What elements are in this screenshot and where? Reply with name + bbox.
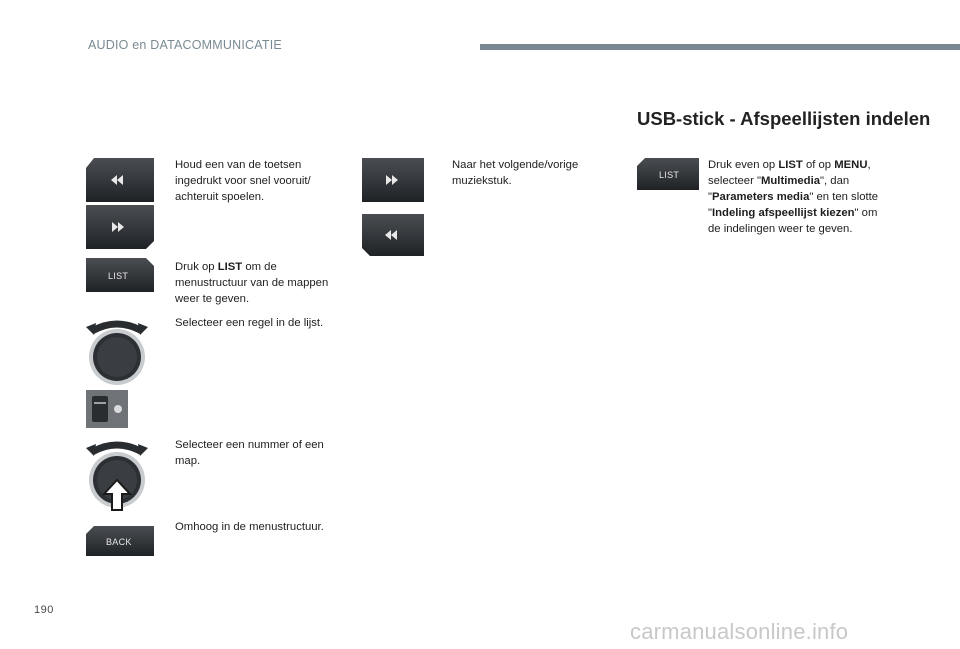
list-key xyxy=(86,258,154,292)
header-bar xyxy=(480,44,960,50)
fast-forward-icon xyxy=(86,205,154,249)
list-folder-text: Druk op LIST om de menustructuur van de mappen weer te geven. xyxy=(175,261,329,305)
rewind-key xyxy=(86,158,154,202)
usb-playlist-heading: USB-stick - Afspeellijsten indelen xyxy=(637,108,931,129)
seek-hold-text: Houd een van de toetsen ingedrukt voor snel vooruit/ achteruit spoelen. xyxy=(175,159,311,203)
rewind-icon xyxy=(362,214,424,256)
back-key-label: BACK xyxy=(106,537,132,547)
rotary-knob xyxy=(86,317,148,387)
page-number: 190 xyxy=(34,604,54,616)
section-title: AUDIO en DATACOMMUNICATIE xyxy=(88,38,282,52)
fast-forward-icon xyxy=(362,158,424,202)
rewind-icon xyxy=(86,158,154,202)
menu-up-text: Omhoog in de menustructuur. xyxy=(175,521,324,533)
rotary-knob-icon xyxy=(86,317,148,387)
list-key-label: LIST xyxy=(108,271,129,281)
rotary-knob-push xyxy=(86,438,148,512)
playlist-instructions: Druk even op LIST of op MENU, selecteer "Multimedia", dan "Parameters media" en ten slotte "Indeling afspeellijst kiezen" om de indelingen weer te geven. xyxy=(708,159,879,235)
rotary-knob-icon xyxy=(86,438,148,512)
next-previous-text: Naar het volgende/vorige muziekstuk. xyxy=(452,159,579,187)
fast-forward-key xyxy=(86,205,154,249)
select-track-text: Selecteer een nummer of een map. xyxy=(175,439,324,467)
steering-stalk-icon xyxy=(86,390,128,428)
list-key-right-label: LIST xyxy=(659,170,680,180)
back-key xyxy=(86,526,154,556)
next-track-key xyxy=(362,158,424,202)
select-line-text: Selecteer een regel in de lijst. xyxy=(175,317,324,329)
list-key-right xyxy=(637,158,699,190)
steering-stalk xyxy=(86,390,128,428)
previous-track-key xyxy=(362,214,424,256)
watermark: carmanualsonline.info xyxy=(630,619,849,644)
